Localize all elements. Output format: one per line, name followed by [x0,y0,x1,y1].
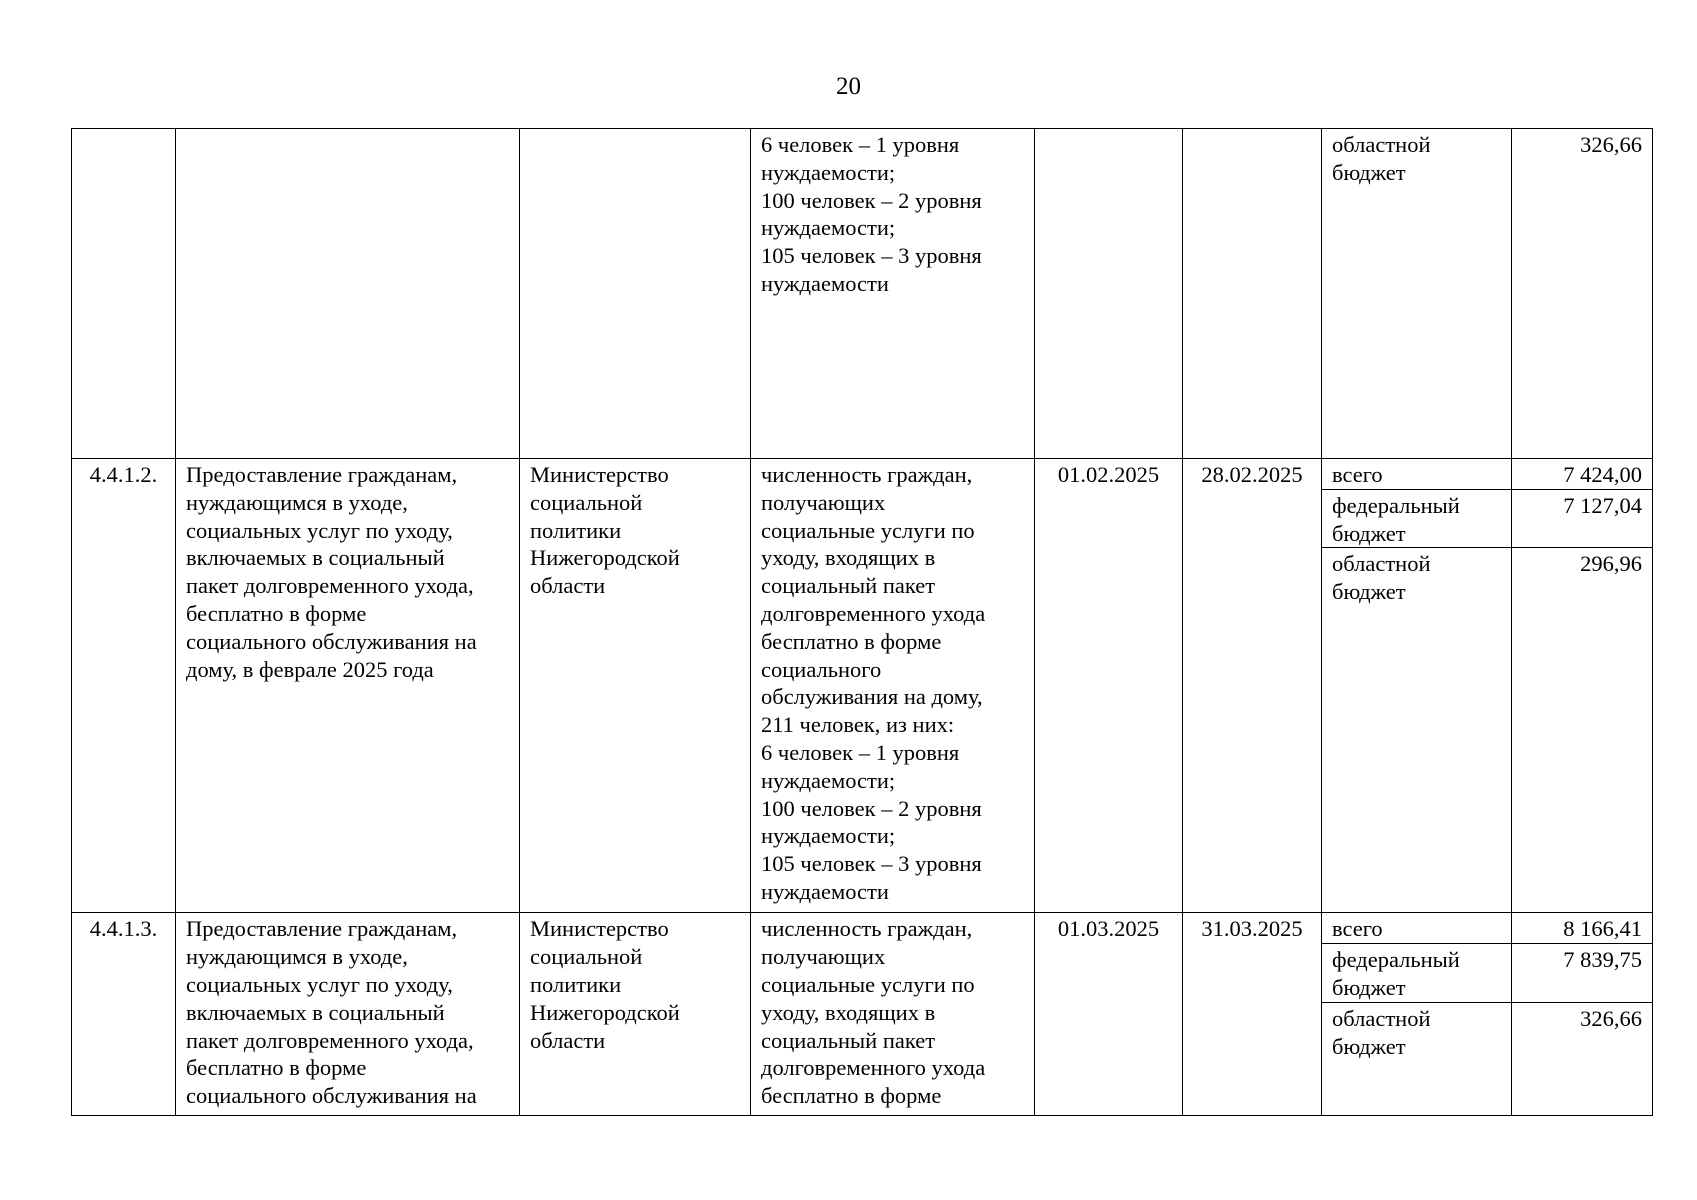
activity-indicator: численность граждан, получающих социальные услуги по уходу, входящих в социальный пакет долговременного ухода бесплатно в форме социального обслуживания на дому, 211 человек, из них: 6 человек – 1 уровня нуждаемости; 100 человек – 2 уровня нуждаемости; 105 человек – 3 уровня нуждаемости [751,459,1035,913]
page-number: 20 [836,73,861,100]
activity-end-date: 31.03.2025 [1183,913,1322,1115]
activity-title: Предоставление гражданам, нуждающимся в уходе, социальных услуг по уходу, включаемых в социальный пакет долговременного ухода, бесплатно в форме социального обслуживания на дому, в феврале 2025 года [176,459,520,913]
activity-executor: Министерство социальной политики Нижегородской области [520,913,751,1115]
activity-start-date [1035,129,1183,459]
activity-indicator: 6 человек – 1 уровня нуждаемости; 100 человек – 2 уровня нуждаемости; 105 человек – 3 уровня нуждаемости [751,129,1035,459]
activity-executor [520,129,751,459]
activity-title: Предоставление гражданам, нуждающимся в уходе, социальных услуг по уходу, включаемых в социальный пакет долговременного ухода, бесплатно в форме социального обслуживания на [176,913,520,1115]
funding-source: всего [1322,913,1512,944]
funding-amount: 8 166,41 [1512,913,1653,944]
funding-amount: 326,66 [1512,129,1653,459]
table-row [72,459,1653,490]
activity-number [72,129,176,459]
activity-executor: Министерство социальной политики Нижегородской области [520,459,751,913]
activity-start-date: 01.02.2025 [1035,459,1183,913]
activity-title [176,129,520,459]
funding-source: областной бюджет [1322,1002,1512,1115]
table-row [72,913,1653,944]
activity-indicator: численность граждан, получающих социальные услуги по уходу, входящих в социальный пакет долговременного ухода бесплатно в форме [751,913,1035,1115]
activity-number: 4.4.1.3. [72,913,176,1115]
funding-source: федеральный бюджет [1322,489,1512,548]
funding-source: областной бюджет [1322,548,1512,913]
activity-number: 4.4.1.2. [72,459,176,913]
program-activities-table [71,128,1653,1116]
activity-end-date [1183,129,1322,459]
funding-amount: 7 839,75 [1512,944,1653,1003]
funding-source: федеральный бюджет [1322,944,1512,1003]
funding-amount: 7 424,00 [1512,459,1653,490]
funding-source: всего [1322,459,1512,490]
table-row [72,129,1653,459]
funding-amount: 7 127,04 [1512,489,1653,548]
funding-amount: 326,66 [1512,1002,1653,1115]
activity-start-date: 01.03.2025 [1035,913,1183,1115]
funding-source: областной бюджет [1322,129,1512,459]
activity-end-date: 28.02.2025 [1183,459,1322,913]
funding-amount: 296,96 [1512,548,1653,913]
